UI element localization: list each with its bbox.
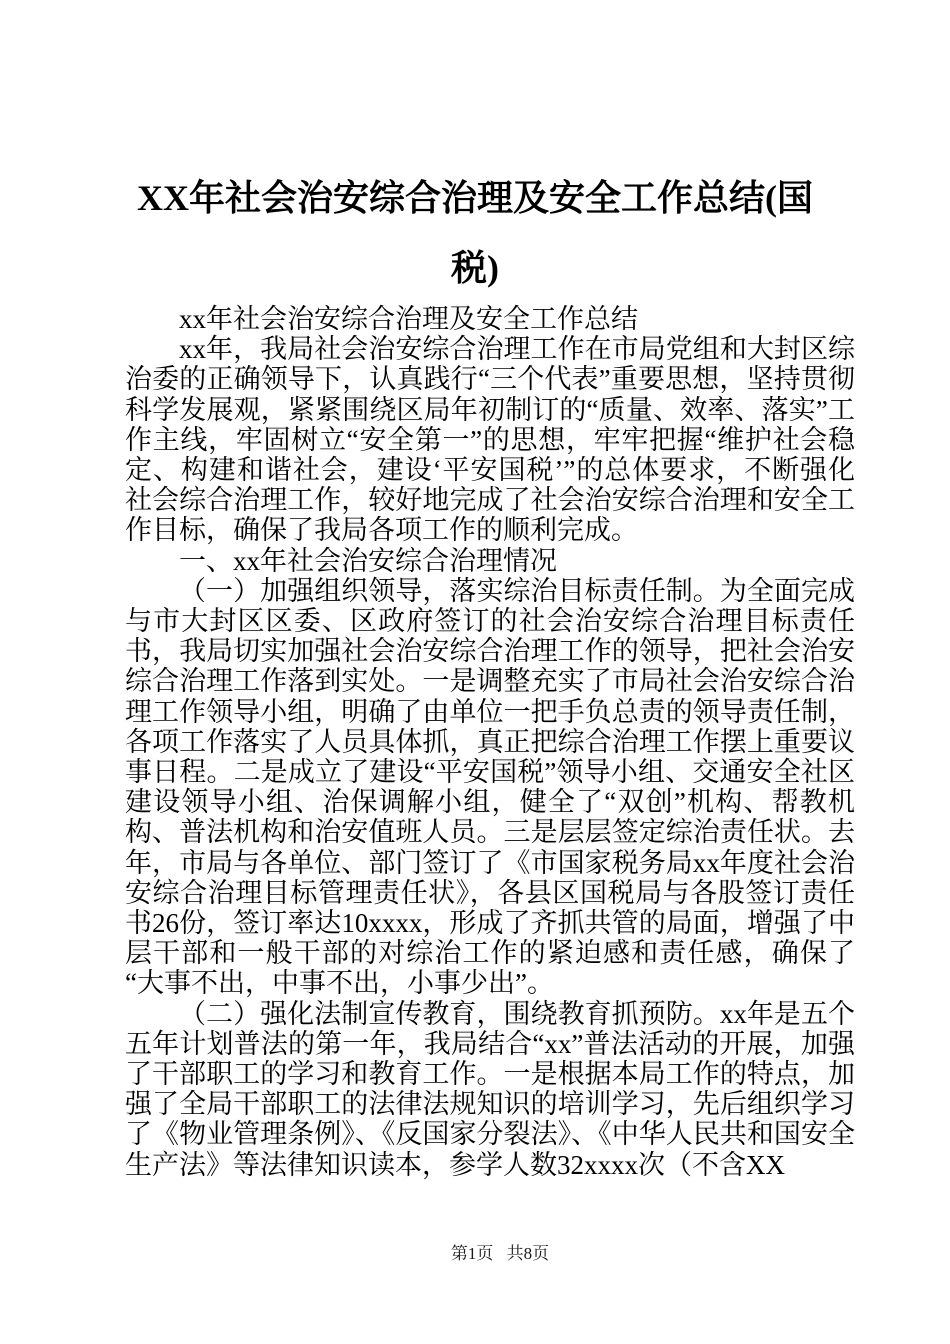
page-count: 共8页 [506,1244,550,1263]
page-number: 第1页 [450,1244,494,1263]
subtitle-line: xx年社会治安综合治理及安全工作总结 [179,304,638,334]
document-title: XX年社会治安综合治理及安全工作总结(国税) [137,178,813,288]
page-footer [135,1239,865,1264]
section-1-item-2-paragraph: （二）强化法制宣传教育，围绕教育抓预防。xx年是五个五年计划普法的第一年，我局结合“xx”普法活动的开展，加强了干部职工的学习和教育工作。一是根据本局工作的特点，加强了全局干部职工的法律法规知识的培训学习，先后组织学习了《物业管理条例》、《反国家分裂法》、《中华人民共和国安全生产法》等法律知识读本，参学人数32xxxx次（不含XX [125,998,855,1180]
intro-paragraph: xx年，我局社会治安综合治理工作在市局党组和大封区综治委的正确领导下，认真践行“三个代表”重要思想，坚持贯彻科学发展观，紧紧围绕区局年初制订的“质量、效率、落实”工作主线，牢固树立“安全第一”的思想，牢牢把握“维护社会稳定、构建和谐社会，建设‘平安国税’”的总体要求，不断强化社会综合治理工作，较好地完成了社会治安综合治理和安全工作目标，确保了我局各项工作的顺利完成。 [125,334,855,546]
document-body [125,304,855,1180]
section-1-heading: 一、xx年社会治安综合治理情况 [179,545,557,576]
section-1-item-1-paragraph: （一）加强组织领导，落实综治目标责任制。为全面完成与市大封区区委、区政府签订的社会治安综合治理目标责任书，我局切实加强社会治安综合治理工作的领导，把社会治安综合治理工作落到实处。一是调整充实了市局社会治安综合治理工作领导小组，明确了由单位一把手负总责的领导责任制，各项工作落实了人员具体抓，真正把综合治理工作摆上重要议事日程。二是成立了建设“平安国税”领导小组、交通安全社区建设领导小组、治保调解小组，健全了“双创”机构、帮教机构、普法机构和治安值班人员。三是层层签定综治责任状。去年，市局与各单位、部门签订了《市国家税务局xx年度社会治安综合治理目标管理责任状》，各县区国税局与各股签订责任书26份，签订率达10xxxx，形成了齐抓共管的局面，增强了中层干部和一般干部的对综治工作的紧迫感和责任感，确保了“大事不出，中事不出，小事少出”。 [125,575,855,999]
